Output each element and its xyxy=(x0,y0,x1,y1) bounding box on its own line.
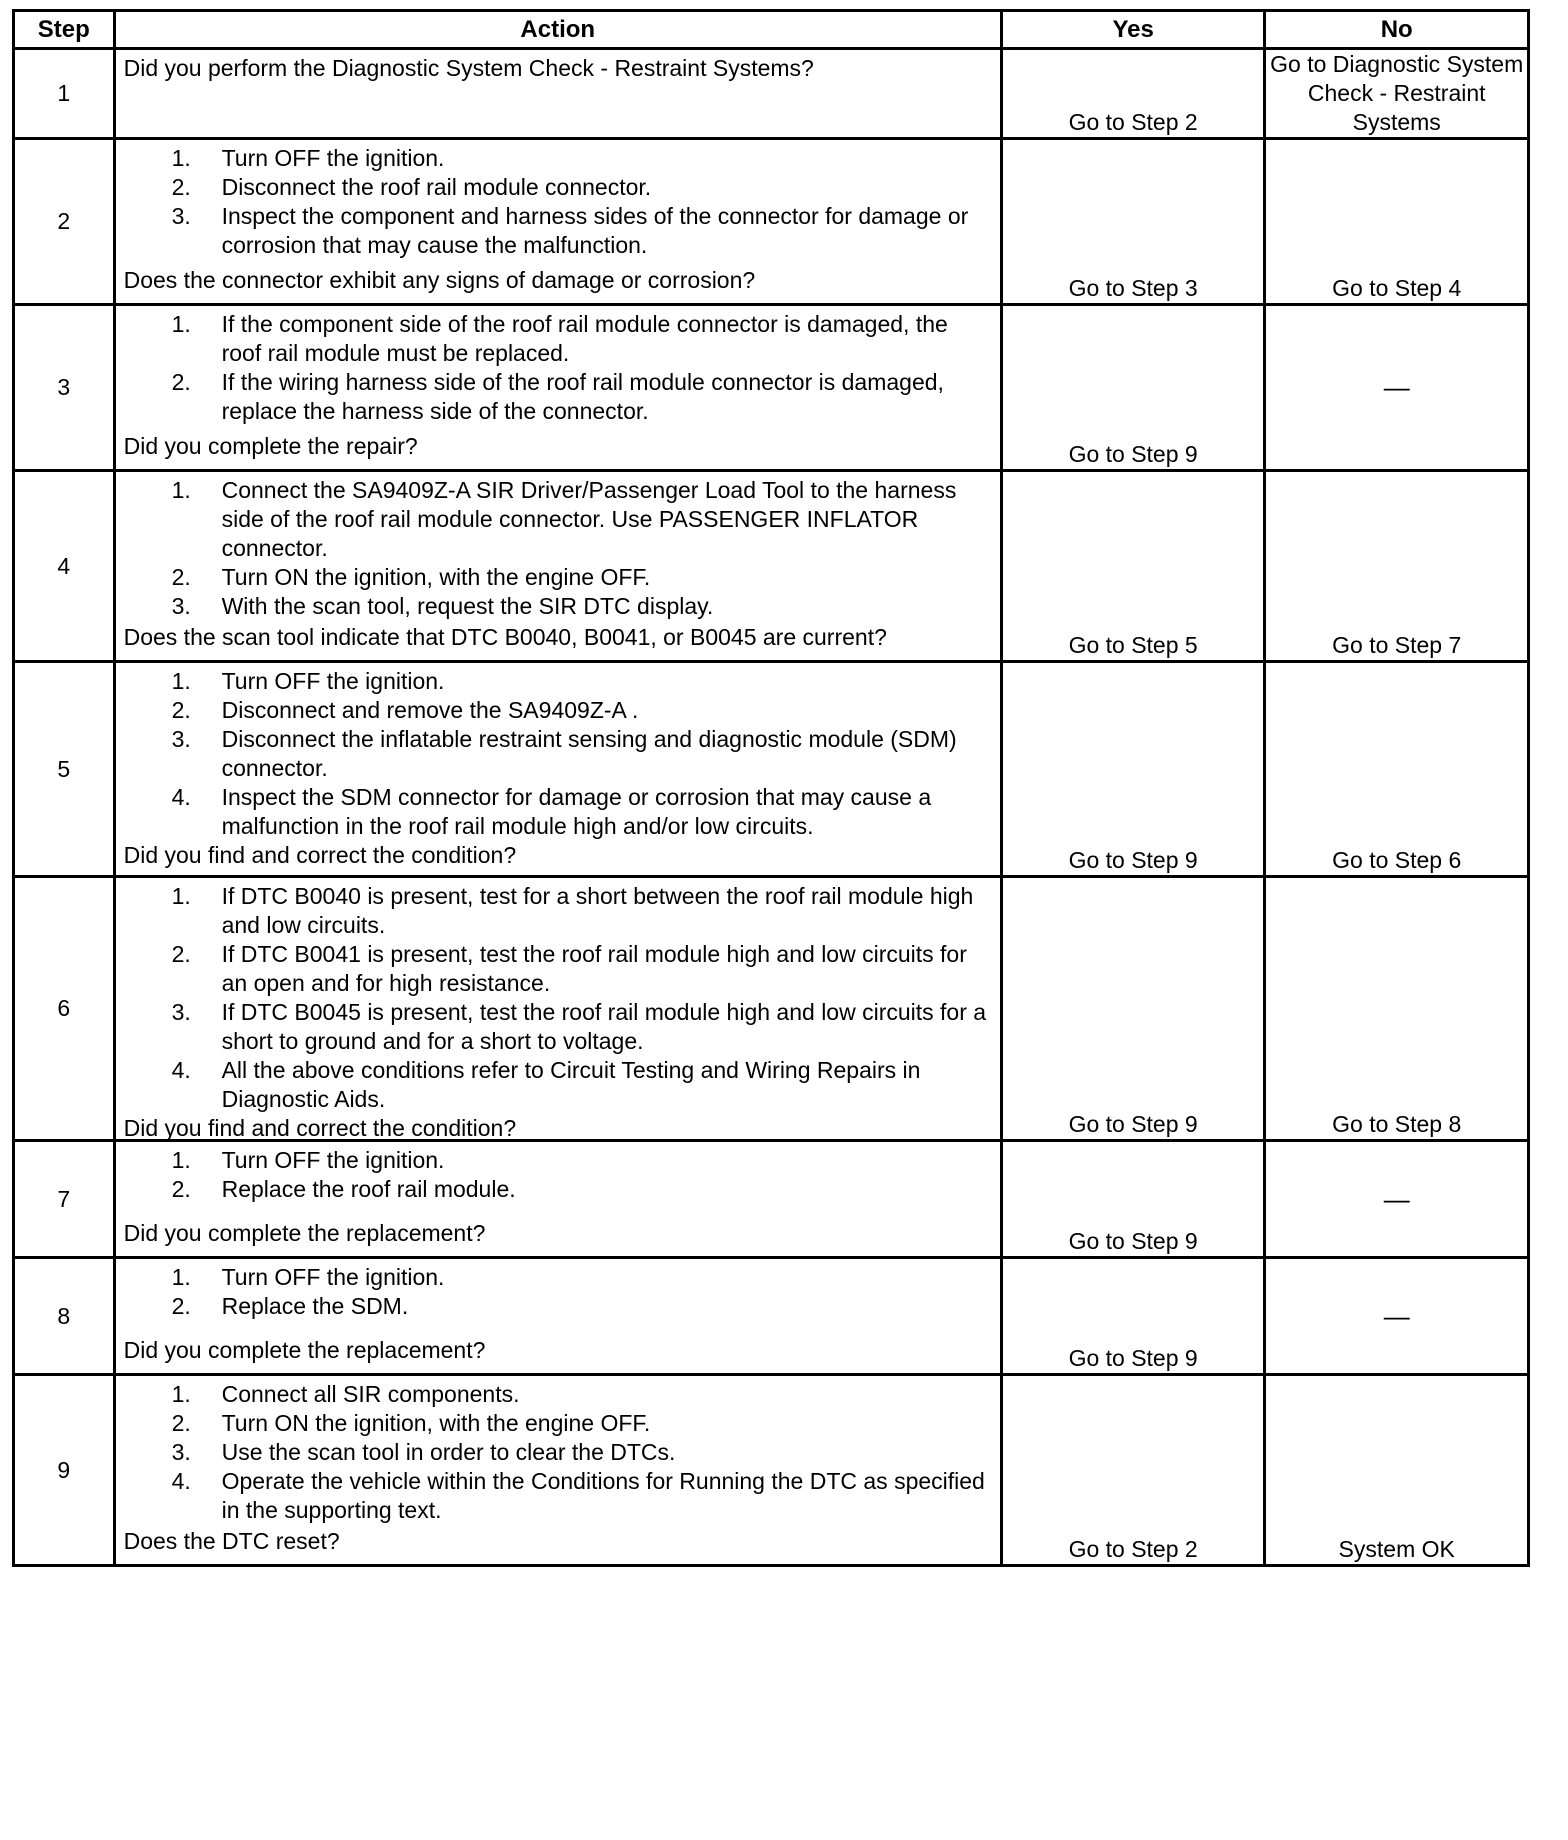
header-row xyxy=(14,11,1529,49)
sub-step xyxy=(124,310,992,368)
sub-step-text: Connect all SIR components. xyxy=(221,1381,520,1407)
sub-step-number: 3. xyxy=(171,1439,191,1465)
sub-step-number: 4. xyxy=(171,784,191,810)
no-result: Go to Diagnostic System Check - Restraint Systems xyxy=(1265,49,1529,139)
action-cell xyxy=(114,471,1001,662)
header-action: Action xyxy=(114,11,1001,49)
sub-step-list xyxy=(124,1380,992,1525)
sub-step xyxy=(124,563,992,592)
yes-result: Go to Step 9 xyxy=(1001,662,1265,877)
table-row xyxy=(14,49,1529,139)
yes-result: Go to Step 2 xyxy=(1001,49,1265,139)
diagnostic-table xyxy=(12,9,1530,1567)
sub-step-text: Disconnect the inflatable restraint sensing and diagnostic module (SDM) connector. xyxy=(221,726,957,781)
action-cell xyxy=(114,662,1001,877)
step-number: 6 xyxy=(14,877,115,1141)
sub-step-list xyxy=(124,476,992,621)
yes-result: Go to Step 9 xyxy=(1001,305,1265,471)
action-intro: Did you perform the Diagnostic System Check - Restraint Systems? xyxy=(123,55,814,81)
yes-result: Go to Step 2 xyxy=(1001,1375,1265,1566)
sub-step-text: All the above conditions refer to Circuit Testing and Wiring Repairs in Diagnostic Aids. xyxy=(221,1057,921,1112)
table-row xyxy=(14,305,1529,471)
no-result: — xyxy=(1265,1258,1529,1375)
step-number: 9 xyxy=(14,1375,115,1566)
step-number: 7 xyxy=(14,1141,115,1258)
sub-step-number: 1. xyxy=(171,311,191,337)
step-number: 1 xyxy=(14,49,115,139)
step-number: 4 xyxy=(14,471,115,662)
action-cell xyxy=(114,1141,1001,1258)
table-row xyxy=(14,471,1529,662)
sub-step-text: Turn OFF the ignition. xyxy=(221,668,445,694)
sub-step-number: 2. xyxy=(171,1410,191,1436)
sub-step xyxy=(124,783,992,841)
sub-step-text: Disconnect the roof rail module connector. xyxy=(221,174,652,200)
step-number: 8 xyxy=(14,1258,115,1375)
sub-step-text: If DTC B0041 is present, test the roof rail module high and low circuits for an open and for high resistance. xyxy=(221,941,967,996)
sub-step xyxy=(124,1292,992,1321)
step-question: Did you complete the replacement? xyxy=(123,1337,486,1363)
sub-step-text: If the component side of the roof rail module connector is damaged, the roof rail module must be replaced. xyxy=(221,311,948,366)
sub-step xyxy=(124,940,992,998)
sub-step-number: 4. xyxy=(171,1468,191,1494)
yes-result: Go to Step 9 xyxy=(1001,1258,1265,1375)
sub-step-text: Inspect the SDM connector for damage or corrosion that may cause a malfunction in the roof rail module high and/or low circuits. xyxy=(221,784,932,839)
sub-step-text: If DTC B0040 is present, test for a short between the roof rail module high and low circuits. xyxy=(221,883,974,938)
no-result: Go to Step 6 xyxy=(1265,662,1529,877)
step-question: Does the DTC reset? xyxy=(123,1528,340,1554)
sub-step-number: 2. xyxy=(171,174,191,200)
sub-step xyxy=(124,1380,992,1409)
sub-step xyxy=(124,1467,992,1525)
sub-step-text: Inspect the component and harness sides of the connector for damage or corrosion that may cause the malfunction. xyxy=(221,203,969,258)
sub-step-list xyxy=(124,1146,992,1204)
sub-step-list xyxy=(124,1263,992,1321)
sub-step xyxy=(124,592,992,621)
sub-step-text: If DTC B0045 is present, test the roof rail module high and low circuits for a short to ground and for a short to voltage. xyxy=(221,999,987,1054)
sub-step xyxy=(124,476,992,563)
sub-step-number: 2. xyxy=(171,941,191,967)
header-no: No xyxy=(1265,11,1529,49)
action-cell xyxy=(114,1258,1001,1375)
sub-step-list xyxy=(124,667,992,841)
sub-step xyxy=(124,1146,992,1175)
step-question: Did you complete the repair? xyxy=(123,433,418,459)
yes-result: Go to Step 9 xyxy=(1001,877,1265,1141)
table-row xyxy=(14,877,1529,1141)
sub-step-text: Turn OFF the ignition. xyxy=(221,145,445,171)
sub-step xyxy=(124,202,992,260)
sub-step-text: Turn ON the ignition, with the engine OFF. xyxy=(221,564,651,590)
yes-result: Go to Step 3 xyxy=(1001,139,1265,305)
sub-step-text: If the wiring harness side of the roof rail module connector is damaged, replace the harness side of the connector. xyxy=(221,369,944,424)
sub-step-text: Disconnect and remove the SA9409Z-A . xyxy=(221,697,639,723)
sub-step-list xyxy=(124,310,992,426)
header-yes: Yes xyxy=(1001,11,1265,49)
sub-step-number: 2. xyxy=(171,697,191,723)
sub-step-number: 3. xyxy=(171,726,191,752)
yes-result: Go to Step 9 xyxy=(1001,1141,1265,1258)
no-result: Go to Step 7 xyxy=(1265,471,1529,662)
yes-result: Go to Step 5 xyxy=(1001,471,1265,662)
step-number: 5 xyxy=(14,662,115,877)
sub-step xyxy=(124,1263,992,1292)
sub-step-number: 3. xyxy=(171,999,191,1025)
sub-step-text: Turn OFF the ignition. xyxy=(221,1264,445,1290)
step-number: 2 xyxy=(14,139,115,305)
sub-step xyxy=(124,368,992,426)
sub-step-number: 1. xyxy=(171,1381,191,1407)
sub-step-text: Replace the SDM. xyxy=(221,1293,409,1319)
sub-step xyxy=(124,1409,992,1438)
action-cell xyxy=(114,49,1001,139)
sub-step xyxy=(124,998,992,1056)
sub-step xyxy=(124,696,992,725)
sub-step xyxy=(124,725,992,783)
sub-step xyxy=(124,144,992,173)
table-row xyxy=(14,1141,1529,1258)
sub-step-number: 4. xyxy=(171,1057,191,1083)
sub-step-text: Turn OFF the ignition. xyxy=(221,1147,445,1173)
sub-step-number: 3. xyxy=(171,203,191,229)
table-row xyxy=(14,1258,1529,1375)
step-number: 3 xyxy=(14,305,115,471)
table-row xyxy=(14,1375,1529,1566)
sub-step xyxy=(124,173,992,202)
step-question: Did you complete the replacement? xyxy=(123,1220,486,1246)
sub-step-list xyxy=(124,882,992,1114)
sub-step-number: 2. xyxy=(171,564,191,590)
action-cell xyxy=(114,877,1001,1141)
sub-step-text: With the scan tool, request the SIR DTC display. xyxy=(221,593,714,619)
step-question: Does the connector exhibit any signs of damage or corrosion? xyxy=(123,267,756,293)
step-question: Did you find and correct the condition? xyxy=(123,842,517,868)
sub-step-number: 1. xyxy=(171,1264,191,1290)
sub-step-text: Connect the SA9409Z-A SIR Driver/Passenger Load Tool to the harness side of the roof rail module connector. Use PASSENGER INFLATOR connector. xyxy=(221,477,957,561)
sub-step-list xyxy=(124,144,992,260)
sub-step xyxy=(124,882,992,940)
header-step: Step xyxy=(14,11,115,49)
action-cell xyxy=(114,305,1001,471)
no-result: Go to Step 4 xyxy=(1265,139,1529,305)
sub-step xyxy=(124,1056,992,1114)
step-question: Does the scan tool indicate that DTC B0040, B0041, or B0045 are current? xyxy=(123,624,887,650)
sub-step-number: 2. xyxy=(171,1176,191,1202)
sub-step-text: Use the scan tool in order to clear the DTCs. xyxy=(221,1439,676,1465)
action-cell xyxy=(114,139,1001,305)
sub-step xyxy=(124,1438,992,1467)
sub-step xyxy=(124,667,992,696)
no-result: System OK xyxy=(1265,1375,1529,1566)
table-row xyxy=(14,662,1529,877)
sub-step-number: 1. xyxy=(171,145,191,171)
sub-step-number: 1. xyxy=(171,883,191,909)
no-result: — xyxy=(1265,1141,1529,1258)
sub-step-text: Operate the vehicle within the Conditions for Running the DTC as specified in the supporting text. xyxy=(221,1468,985,1523)
sub-step-number: 1. xyxy=(171,1147,191,1173)
step-question: Did you find and correct the condition? xyxy=(123,1115,517,1141)
no-result: Go to Step 8 xyxy=(1265,877,1529,1141)
sub-step-number: 1. xyxy=(171,477,191,503)
sub-step-number: 3. xyxy=(171,593,191,619)
sub-step-text: Replace the roof rail module. xyxy=(221,1176,516,1202)
sub-step-number: 2. xyxy=(171,369,191,395)
sub-step-number: 2. xyxy=(171,1293,191,1319)
action-cell xyxy=(114,1375,1001,1566)
sub-step-number: 1. xyxy=(171,668,191,694)
sub-step-text: Turn ON the ignition, with the engine OFF. xyxy=(221,1410,651,1436)
sub-step xyxy=(124,1175,992,1204)
table-row xyxy=(14,139,1529,305)
no-result: — xyxy=(1265,305,1529,471)
